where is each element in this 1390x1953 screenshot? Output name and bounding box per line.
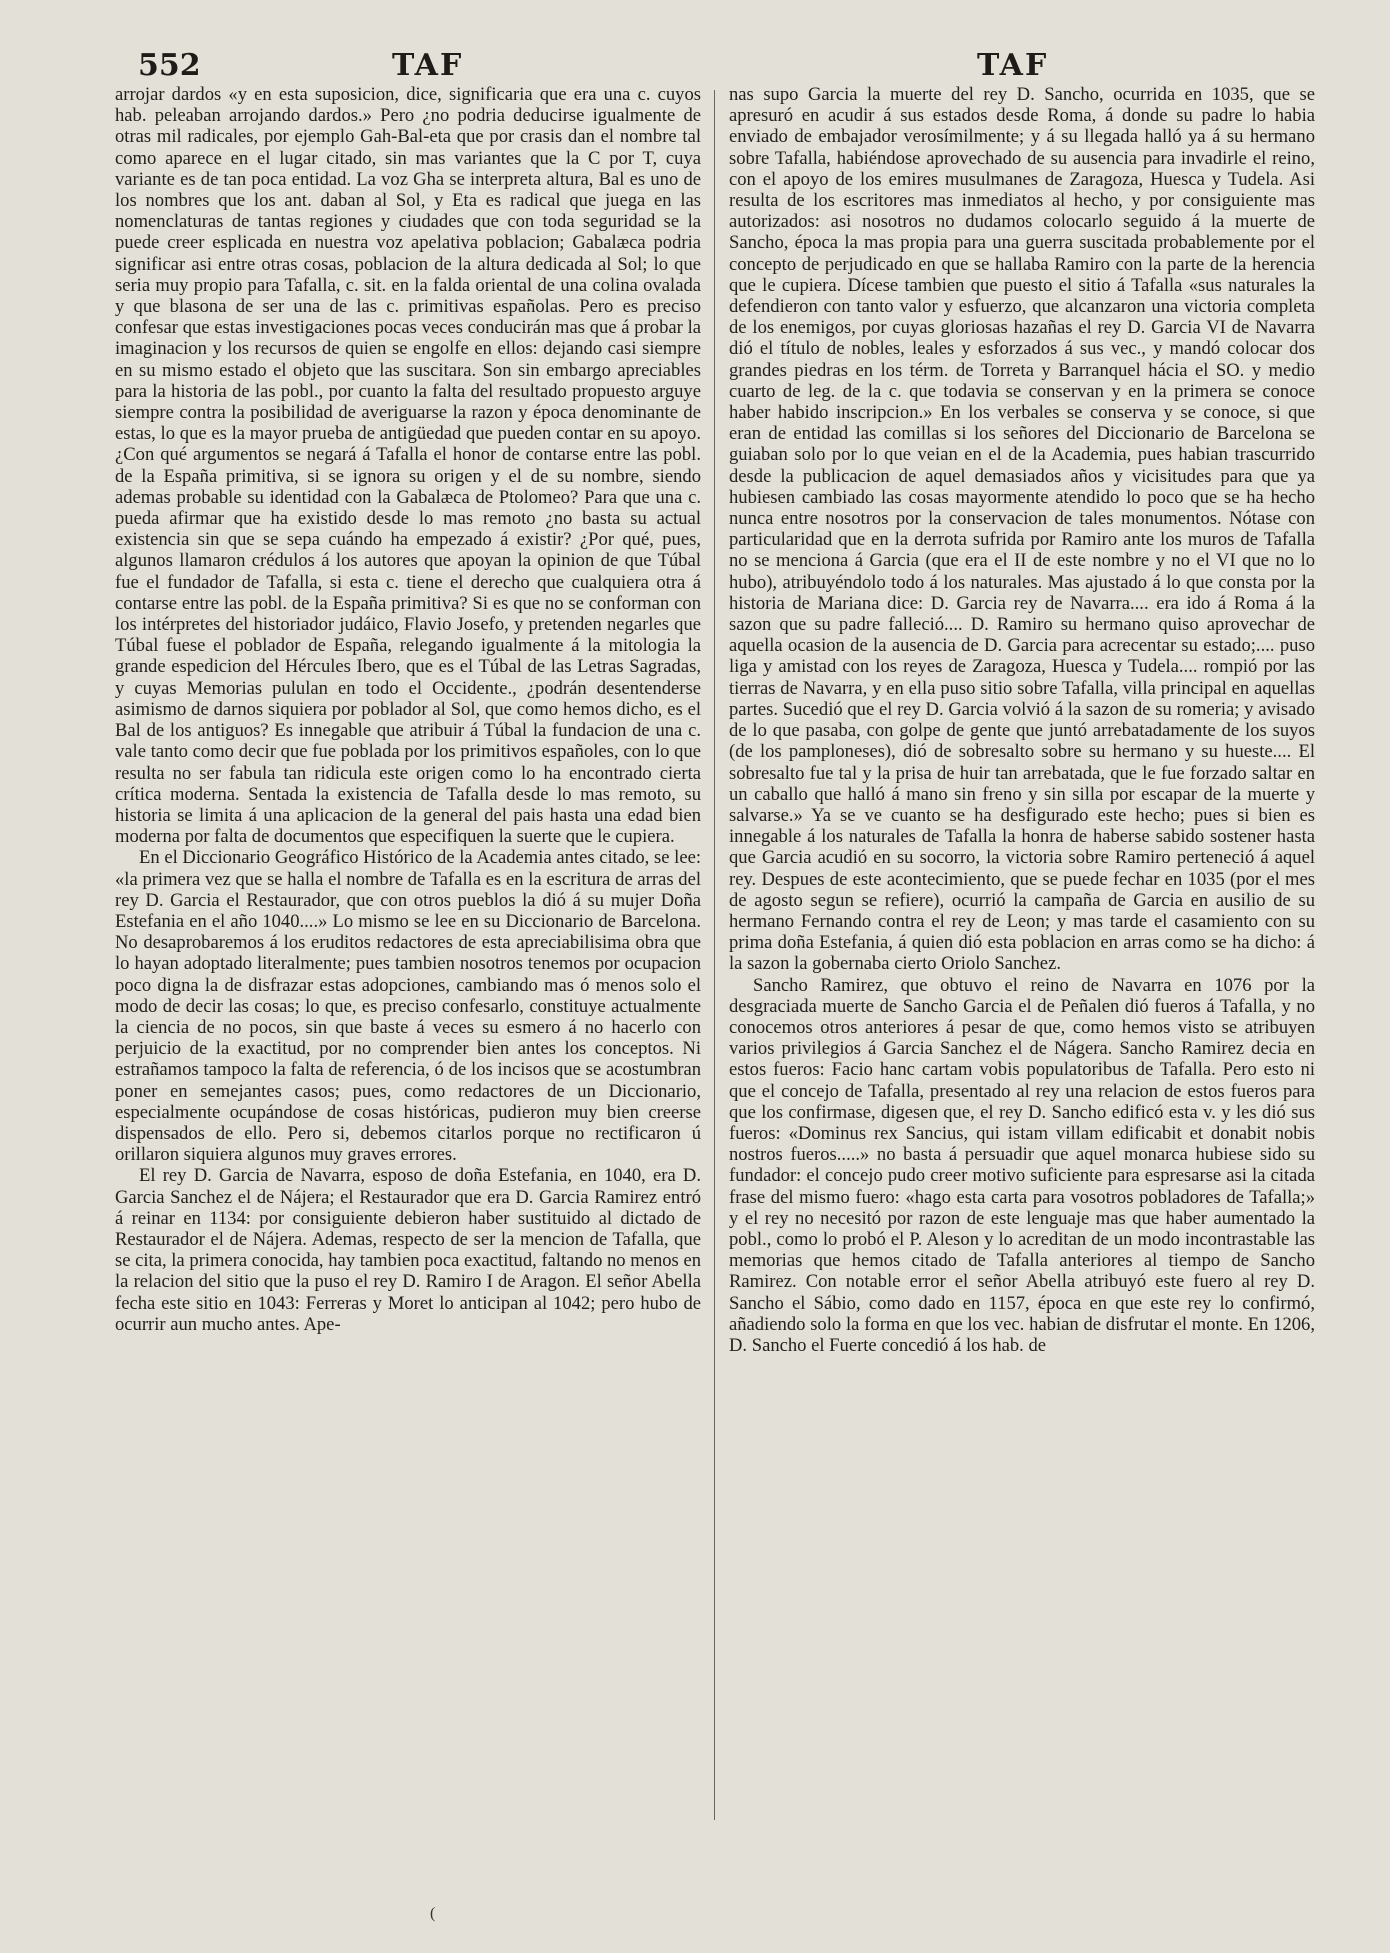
right-paragraph-1: nas supo Garcia la muerte del rey D. Sancho, ocurrida en 1035, que se apresuró en acudir á sus estados desde Roma, á donde su padre lo habia enviado de embajador verosímilmente; y á su llegada halló ya á su hermano sobre Tafalla, habiéndose aprovechado de su ausencia para invadirle el reino, con el apoyo de los emires musulmanes de Zaragoza, Huesca y Tudela. Asi resulta de los escritores mas inmediatos al hecho, y por consiguiente mas autorizados: asi nosotros no dudamos colocarlo seguido á la muerte de Sancho, época la mas propia para una guerra suscitada probablemente por el concepto de perjudicado en que se hallaba Ramiro con la parte de la herencia que le cupiera. Dícese tambien que puesto el sitio á Tafalla «sus naturales la defendieron con tanto valor y esfuerzo, que alcanzaron una victoria completa de los enemigos, por cuyas gloriosas hazañas el rey D. Garcia VI de Navarra dió el título de nobles, leales y esforzados á sus vec., y mandó colocar dos grandes piedras en los térm. de Torreta y Barranquel hácia el SO. y medio cuarto de leg. de la c. que todavia se conservan y en la primera se conoce haber habido inscripcion.» En los verbales se conserva y se conoce, si que eran de entidad las comillas si los señores del Diccionario de Barcelona se guiaban solo por lo que veian en el de la Academia, pues habian trascurrido desde la publicacion de aquel demasiados años y vicisitudes para que ya hubiesen cambiado las cosas mayormente atendido lo poco que se ha hecho nunca entre nosotros por la conservacion de tales monumentos. Nótase con particularidad que en la derrota sufrida por Ramiro ante los muros de Tafalla no se menciona á Garcia (que era el II de este nombre y no el VI que no lo hubo), atribuyéndolo todo á los naturales. Mas ajustado á lo que consta por la historia de Mariana dice: D. Garcia rey de Navarra.... era ido á Roma á la sazon que su padre falleció.... D. Ramiro su hermano quiso aprovechar de aquella ocasion de la ausencia de D. Garcia para acrecentar su estado;.... puso liga y amistad con los reyes de Zaragoza, Huesca y Tudela.... rompió por las tierras de Navarra, y en ella puso sitio sobre Tafalla, villa principal en aquellas partes. Sucedió que el rey D. Garcia volvió á la sazon de su romeria; y avisado de lo que pasaba, con golpe de gente que juntó arrebatadamente de los suyos (de los pamploneses), dió de sobresalto sobre su hermano y su hueste.... El sobresalto fue tal y la prisa de huir tan arrebatada, que le fue forzado saltar en un caballo que halló á mano sin freno y sin silla por escapar de la muerte y salvarse.» Ya se ve cuanto se ha desfigurado este hecho; pues si bien es innegable á los naturales de Tafalla la honra de haberse sabido sostener hasta que Garcia acudió en su socorro, la victoria sobre Ramiro perteneció á aquel rey. Despues de este acontecimiento, que se puede fechar en 1035 (por el mes de agosto segun se refiere), ocurrió la campaña de Garcia en ausilio de su hermano Fernando contra el rey de Leon; y mas tarde el casamiento con su prima doña Estefania, á quien dió esta poblacion en arras como se ha dicho: á la sazon la gobernaba cierto Oriolo Sanchez. (729, 84, 1315, 975)
page-header (0, 48, 1390, 88)
left-paragraph-1: arrojar dardos «y en esta suposicion, dice, significaria que era una c. cuyos hab. peleaban arrojando dardos.» Pero ¿no podria deducirse igualmente de otras mil radicales, por ejemplo Gah-Bal-eta que por crasis dan el nombre tal como aparece en el lugar citado, sin mas variantes que la C por T, cuya variante es de tan poca entidad. La voz Gha se interpreta altura, Bal es uno de los nombres que los ant. daban al Sol, y Eta es radical que juega en las nomenclaturas de tantas regiones y ciudades que con toda seguridad se la puede creer esplicada en nuestra voz apelativa poblacion; Gabalæca podria significar asi entre otras cosas, poblacion de la altura dedicada al Sol; lo que seria muy propio para Tafalla, c. sit. en la falda oriental de una colina ovalada y que blasona de ser una de las c. primitivas españolas. Pero es preciso confesar que estas investigaciones pocas veces conducirán mas que á probar la imaginacion y los recursos de quien se engolfe en ellos: dejando casi siempre en su mismo estado el objeto que las suscitara. Son sin embargo apreciables para la historia de las pobl., por cuanto la falta del resultado propuesto arguye siempre contra la posibilidad de averiguarse la razon y época denominante de estas, lo que es la mayor prueba de antigüedad que pueden contar en su apoyo. ¿Con qué argumentos se negará á Tafalla el honor de contarse entre las pobl. de la España primitiva, si se ignora su origen y el de su nombre, siendo ademas probable su identidad con la Gabalæca de Ptolomeo? Para que una c. pueda afirmar que ha existido desde lo mas remoto ¿no basta su actual existencia sin que se sepa cuándo ha empezado á existir? ¿Por qué, pues, algunos llamaron crédulos á los autores que apoyan la opinion de que Túbal fue el fundador de Tafalla, si esta c. tiene el derecho que cualquiera otra á contarse entre las pobl. de la España primitiva? Si es que no se conforman con los intérpretes del historiador judáico, Flavio Josefo, y pretenden negarles que Túbal fuese el poblador de España, relegando igualmente á la mitologia la grande espedicion del Hércules Ibero, que es el Túbal de las Letras Sagradas, y cuyas Memorias pululan en todo el Occidente., ¿podrán desentenderse asimismo de darnos siquiera por poblador al Sol, que como hemos dicho, es el Bal de los antiguos? Es innegable que atribuir á Túbal la fundacion de una c. vale tanto como decir que fue poblada por los primitivos españoles, con lo que resulta no ser fabula tan ridicula este origen como lo ha encontrado cierta crítica moderna. Sentada la existencia de Tafalla desde lo mas remoto, su historia se limita á una aplicacion de la general del pais hasta una edad bien moderna por falta de documentos que especifiquen la suerte que le cupiera. (115, 84, 701, 848)
right-paragraph-2: Sancho Ramirez, que obtuvo el reino de Navarra en 1076 por la desgraciada muerte de Sancho Garcia el de Peñalen dió fueros á Tafalla, y no conocemos otros anteriores á pesar de que, como hemos visto se atribuyen varios privilegios á Garcia Sanchez el de Nágera. Sancho Ramirez decia en estos fueros: Facio hanc cartam vobis populatoribus de Tafalla. Pero esto ni que el concejo de Tafalla, presentado al rey una relacion de estos fueros para que los confirmase, digesen que, el rey D. Sancho edificó esta v. y les dió sus fueros: «Dominus rex Sancius, qui istam villam edificabit et donabit nobis nostros fueros.....» no basta á persuadir que aquel monarca hubiese sido su fundador: el concejo pudo creer motivo suficiente para espresarse asi la citada frase del mismo fuero: «hago esta carta para vosotros pobladores de Tafalla;» y el rey no necesitó por razon de este lenguaje mas que haber aumentado la pobl., como lo probó el P. Aleson y lo acreditan de un modo incontrastable las memorias que hemos citado de Tafalla anteriores al tiempo de Sancho Ramirez. Con notable error el señor Abella atribuyó este fuero al rey D. Sancho el Sábio, como dado en 1157, época en que este rey lo confirmó, añadiendo solo la forma en que los vec. habian de disfrutar el monte. En 1206, D. Sancho el Fuerte concedió á los hab. de (729, 974, 1315, 1356)
left-column (115, 84, 701, 1335)
left-paragraph-2: En el Diccionario Geográfico Histórico de la Academia antes citado, se lee: «la primera vez que se halla el nombre de Tafalla es en la escritura de arras del rey D. Garcia el Restaurador, que con otros pueblos la dió á su mujer Doña Estefania en el año 1040....» Lo mismo se lee en su Diccionario de Barcelona. No desaprobaremos á los eruditos redactores de esta apreciabilisima obra que lo hayan adoptado literalmente; pues tambien nosotros tenemos por ocupacion poco digna la de disfrazar estas adopciones, cambiando mas ó menos solo el modo de decir las cosas; lo que, es preciso confesarlo, constituye actualmente la ciencia de no pocos, sin que baste á veces su esmero á no hacerlo con perjuicio de la exactitud, por no comprender bien antes los conceptos. Ni estrañamos tampoco la falta de referencia, ó de los incisos que se acostumbran poner en semejantes casos; pues, como redactores de un Diccionario, especialmente ocupándose de cosas históricas, pudieron muy bien creerse dispensados de ello. Pero si, debemos citarlos porque no rectificaron ú orillaron siquiera algunos muy graves errores. (115, 847, 701, 1166)
left-paragraph-3: El rey D. Garcia de Navarra, esposo de doña Estefania, en 1040, era D. Garcia Sanchez el de Nájera; el Restaurador que era D. Garcia Ramirez entró á reinar en 1134: por consiguiente debieron haber sustituido al dictado de Restaurador el de Nájera. Ademas, respecto de ser la mencion de Tafalla, que se cita, la primera conocida, hay tambien poca exactitud, faltando no menos en la relacion del sitio que la puso el rey D. Ramiro I de Aragon. El señor Abella fecha este sitio en 1043: Ferreras y Moret lo anticipan al 1042; pero hubo de ocurrir aun mucho antes. Ape- (115, 1165, 701, 1335)
ink-mark: ( (430, 1905, 436, 1922)
page-number: 552 (138, 48, 201, 83)
running-head-right: TAF (977, 48, 1049, 83)
column-divider (714, 90, 715, 1820)
right-column (729, 84, 1315, 1356)
running-head-left: TAF (392, 48, 464, 83)
